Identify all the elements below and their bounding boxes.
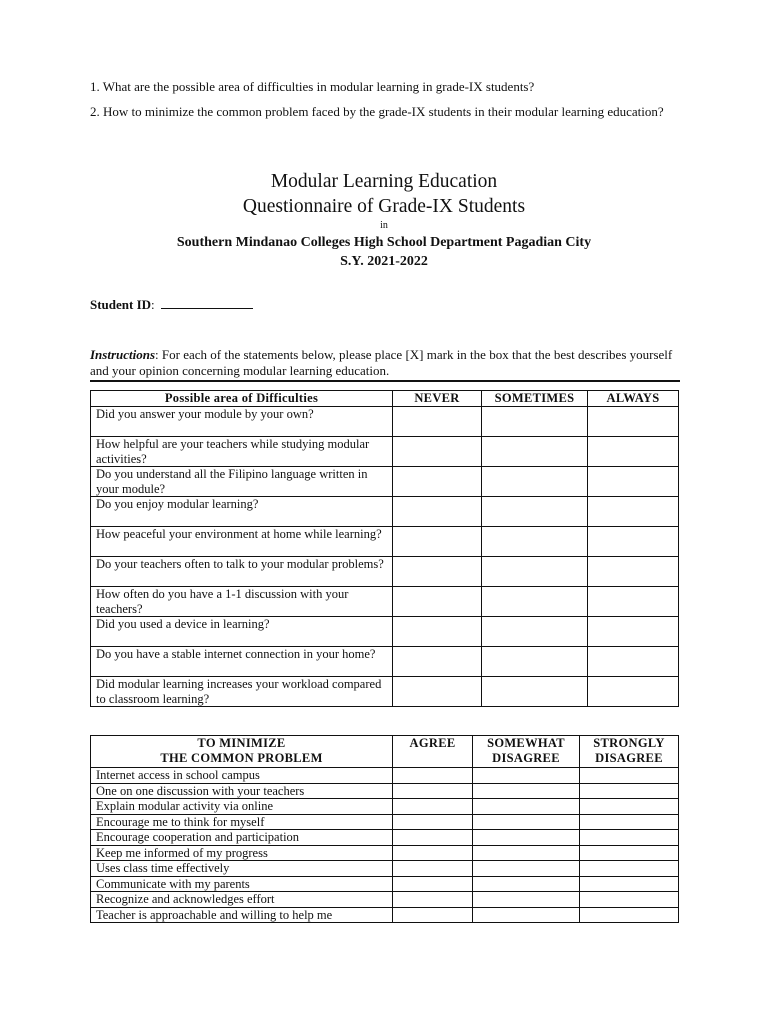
minimize-problem-table-body — [91, 768, 679, 923]
answer-box[interactable] — [482, 437, 588, 467]
answer-box[interactable] — [580, 768, 679, 784]
answer-box[interactable] — [588, 467, 679, 497]
answer-box[interactable] — [393, 892, 473, 908]
instructions-label: Instructions — [90, 347, 156, 362]
header-never: NEVER — [393, 391, 482, 407]
answer-box[interactable] — [393, 467, 482, 497]
answer-box[interactable] — [482, 647, 588, 677]
answer-box[interactable] — [580, 892, 679, 908]
table-row — [91, 557, 679, 587]
table-row — [91, 845, 679, 861]
header-somewhat-disagree — [473, 736, 580, 768]
answer-box[interactable] — [482, 557, 588, 587]
header-strongly-line2: DISAGREE — [595, 751, 663, 765]
research-question-2: 2. How to minimize the common problem faced by the grade-IX students in their modular learning education? — [90, 104, 664, 119]
answer-box[interactable] — [482, 497, 588, 527]
answer-box[interactable] — [393, 527, 482, 557]
table-row — [91, 861, 679, 877]
answer-box[interactable] — [482, 527, 588, 557]
answer-box[interactable] — [580, 876, 679, 892]
table-row — [91, 768, 679, 784]
answer-box[interactable] — [580, 799, 679, 815]
answer-box[interactable] — [588, 587, 679, 617]
question-cell: How often do you have a 1-1 discussion with your teachers? — [91, 587, 393, 617]
question-cell: Did you used a device in learning? — [91, 617, 393, 647]
answer-box[interactable] — [588, 407, 679, 437]
question-cell: Uses class time effectively — [91, 861, 393, 877]
student-id-field — [90, 296, 253, 313]
header-sometimes: SOMETIMES — [482, 391, 588, 407]
answer-box[interactable] — [393, 907, 473, 923]
question-cell: Internet access in school campus — [91, 768, 393, 784]
header-always: ALWAYS — [588, 391, 679, 407]
difficulties-table-body — [91, 407, 679, 707]
answer-box[interactable] — [588, 557, 679, 587]
answer-box[interactable] — [580, 861, 679, 877]
table-row — [91, 876, 679, 892]
answer-box[interactable] — [588, 437, 679, 467]
header-minimize — [91, 736, 393, 768]
question-cell: Did you answer your module by your own? — [91, 407, 393, 437]
answer-box[interactable] — [393, 830, 473, 846]
header-difficulties: Possible area of Difficulties — [91, 391, 393, 407]
answer-box[interactable] — [473, 876, 580, 892]
answer-box[interactable] — [580, 830, 679, 846]
table-row — [91, 783, 679, 799]
answer-box[interactable] — [580, 814, 679, 830]
answer-box[interactable] — [482, 467, 588, 497]
header-agree: AGREE — [393, 736, 473, 768]
answer-box[interactable] — [393, 768, 473, 784]
answer-box[interactable] — [482, 677, 588, 707]
answer-box[interactable] — [482, 587, 588, 617]
table-row — [91, 467, 679, 497]
question-cell: Teacher is approachable and willing to help me — [91, 907, 393, 923]
table-row — [91, 799, 679, 815]
research-question-1: 1. What are the possible area of difficulties in modular learning in grade-IX students? — [90, 79, 535, 94]
instructions-text: : For each of the statements below, please place [X] mark in the box that the best describes yourself and your opinion concerning modular learning education. — [90, 347, 673, 378]
question-cell: Recognize and acknowledges effort — [91, 892, 393, 908]
question-cell: Do you have a stable internet connection in your home? — [91, 647, 393, 677]
answer-box[interactable] — [473, 845, 580, 861]
question-cell: How peaceful your environment at home while learning? — [91, 527, 393, 557]
header-minimize-line1: TO MINIMIZE — [197, 736, 286, 750]
title-connector: in — [380, 220, 388, 231]
header-somewhat-line2: DISAGREE — [492, 751, 560, 765]
answer-box[interactable] — [482, 407, 588, 437]
answer-box[interactable] — [588, 497, 679, 527]
question-cell: Do your teachers often to talk to your modular problems? — [91, 557, 393, 587]
school-name: Southern Mindanao Colleges High School Department Pagadian City — [176, 235, 592, 250]
question-cell: Do you understand all the Filipino language written in your module? — [91, 467, 393, 497]
table-row — [91, 437, 679, 467]
answer-box[interactable] — [393, 845, 473, 861]
header-strongly-disagree — [580, 736, 679, 768]
document-subtitle: Questionnaire of Grade-IX Students — [242, 196, 526, 217]
question-cell: Do you enjoy modular learning? — [91, 497, 393, 527]
question-cell: Communicate with my parents — [91, 876, 393, 892]
student-id-label: Student ID — [90, 297, 152, 312]
table-row — [91, 617, 679, 647]
answer-box[interactable] — [473, 861, 580, 877]
minimize-problem-table — [90, 735, 679, 923]
answer-box[interactable] — [393, 557, 482, 587]
table-row — [91, 527, 679, 557]
student-id-colon: : — [151, 297, 155, 312]
table-row — [91, 814, 679, 830]
answer-box[interactable] — [393, 876, 473, 892]
answer-box[interactable] — [393, 799, 473, 815]
answer-box[interactable] — [588, 677, 679, 707]
answer-box[interactable] — [588, 647, 679, 677]
table-row — [91, 892, 679, 908]
instructions — [90, 347, 680, 382]
school-year: S.Y. 2021-2022 — [340, 254, 428, 269]
answer-box[interactable] — [580, 907, 679, 923]
question-cell: Did modular learning increases your workload compared to classroom learning? — [91, 677, 393, 707]
answer-box[interactable] — [473, 907, 580, 923]
header-minimize-line2: THE COMMON PROBLEM — [160, 751, 323, 765]
answer-box[interactable] — [393, 407, 482, 437]
answer-box[interactable] — [393, 587, 482, 617]
answer-box[interactable] — [588, 617, 679, 647]
table-row — [91, 907, 679, 923]
table-row — [91, 830, 679, 846]
question-cell: Encourage cooperation and participation — [91, 830, 393, 846]
question-cell: How helpful are your teachers while studying modular activities? — [91, 437, 393, 467]
answer-box[interactable] — [473, 892, 580, 908]
answer-box[interactable] — [393, 861, 473, 877]
table-header-row — [91, 736, 679, 768]
header-somewhat-line1: SOMEWHAT — [487, 736, 565, 750]
answer-box[interactable] — [580, 845, 679, 861]
table-row — [91, 677, 679, 707]
answer-box[interactable] — [588, 527, 679, 557]
answer-box[interactable] — [473, 799, 580, 815]
question-cell: One on one discussion with your teachers — [91, 783, 393, 799]
answer-box[interactable] — [473, 814, 580, 830]
answer-box[interactable] — [393, 677, 482, 707]
table-row — [91, 647, 679, 677]
answer-box[interactable] — [580, 783, 679, 799]
answer-box[interactable] — [473, 783, 580, 799]
question-cell: Encourage me to think for myself — [91, 814, 393, 830]
table-row — [91, 587, 679, 617]
difficulties-table — [90, 390, 679, 707]
document-title: Modular Learning Education — [270, 171, 498, 192]
answer-box[interactable] — [393, 617, 482, 647]
answer-box[interactable] — [473, 768, 580, 784]
answer-box[interactable] — [393, 497, 482, 527]
answer-box[interactable] — [393, 647, 482, 677]
header-strongly-line1: STRONGLY — [593, 736, 665, 750]
answer-box[interactable] — [393, 783, 473, 799]
answer-box[interactable] — [482, 617, 588, 647]
table-row — [91, 407, 679, 437]
question-cell: Explain modular activity via online — [91, 799, 393, 815]
answer-box[interactable] — [473, 830, 580, 846]
answer-box[interactable] — [393, 814, 473, 830]
answer-box[interactable] — [393, 437, 482, 467]
table-row — [91, 497, 679, 527]
question-cell: Keep me informed of my progress — [91, 845, 393, 861]
student-id-blank-line[interactable] — [161, 296, 253, 309]
table-header-row — [91, 391, 679, 407]
